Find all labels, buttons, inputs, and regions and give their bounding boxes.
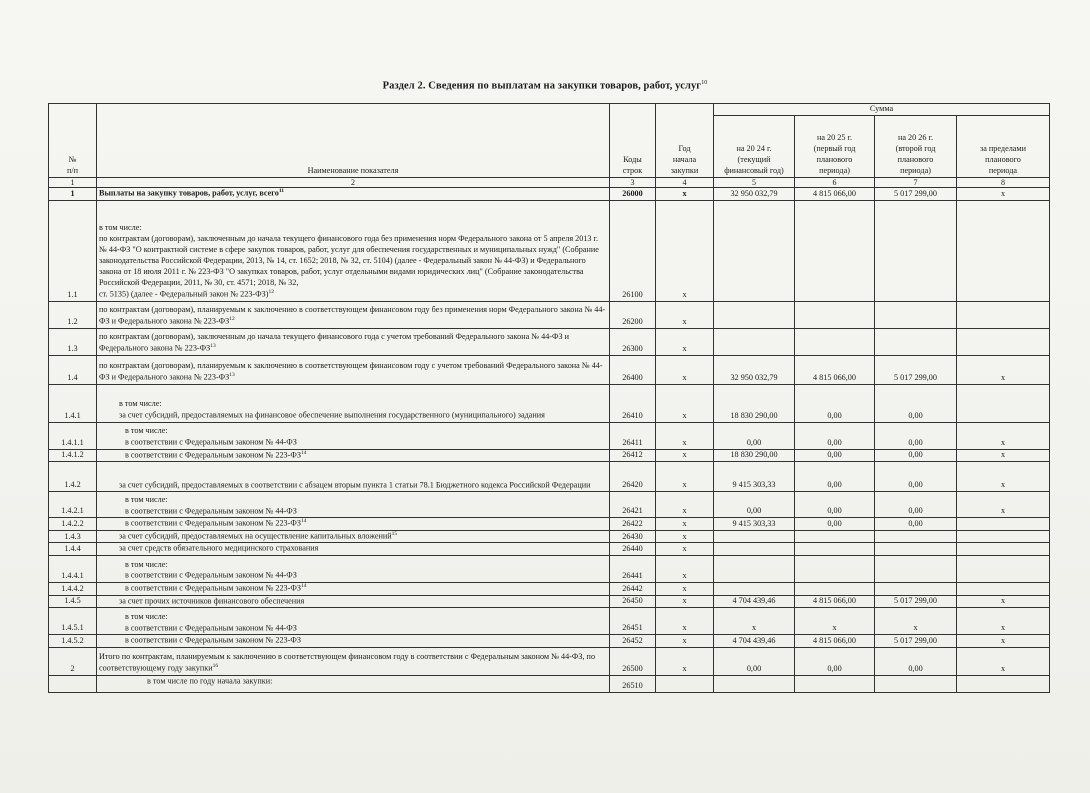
table-row: [49, 676, 1050, 693]
row-value-beyond: х: [957, 449, 1050, 462]
row-value-plan2: 5 017 299,00: [875, 355, 957, 384]
row-code: 26412: [610, 449, 656, 462]
row-number: 1.4: [49, 355, 97, 384]
table-row: [49, 422, 1050, 449]
row-value-current: [714, 556, 795, 583]
row-code: 26452: [610, 635, 656, 648]
row-year: х: [656, 449, 714, 462]
row-value-current: 0,00: [714, 492, 795, 518]
row-year: х: [656, 301, 714, 328]
row-value-current: [714, 530, 795, 543]
table-row: [49, 635, 1050, 648]
row-value-current: 9 415 303,33: [714, 518, 795, 531]
row-value-beyond: [957, 301, 1050, 328]
row-name: за счет прочих источников финансового обеспечения: [97, 595, 610, 608]
row-name: в том числе по году начала закупки:: [97, 676, 610, 693]
row-value-plan2: [875, 301, 957, 328]
row-value-plan2: 0,00: [875, 422, 957, 449]
row-value-plan1: 4 815 066,00: [795, 187, 875, 200]
row-code: 26500: [610, 648, 656, 676]
table-row: [49, 384, 1050, 422]
footnote-ref: 12: [268, 288, 274, 295]
row-value-beyond: [957, 200, 1050, 301]
row-name: за счет субсидий, предоставляемых на осуществление капитальных вложений$^{15}$: [97, 530, 610, 543]
column-number: 3: [610, 177, 656, 187]
row-code: 26440: [610, 543, 656, 556]
row-value-plan2: 0,00: [875, 648, 957, 676]
row-number: 1.4.1.2: [49, 449, 97, 462]
payments-table: [48, 103, 1050, 693]
row-number: 1.2: [49, 301, 97, 328]
table-row: [49, 355, 1050, 384]
footnote-ref: 14: [300, 518, 307, 525]
row-code: 26421: [610, 492, 656, 518]
row-value-plan2: 0,00: [875, 518, 957, 531]
row-value-plan1: 0,00: [795, 384, 875, 422]
row-number: 1.4.2.1: [49, 492, 97, 518]
row-value-plan2: 0,00: [875, 492, 957, 518]
row-value-plan2: х: [875, 608, 957, 635]
row-value-beyond: [957, 583, 1050, 596]
row-value-current: [714, 301, 795, 328]
header-second-plan-year: на 20 26 г. (второй год планового периода): [875, 115, 957, 177]
row-code: 26422: [610, 518, 656, 531]
row-value-beyond: [957, 676, 1050, 693]
row-number: 1.4.2: [49, 462, 97, 492]
row-value-plan1: 0,00: [795, 449, 875, 462]
row-year: х: [656, 462, 714, 492]
table-row: [49, 187, 1050, 200]
row-code: 26410: [610, 384, 656, 422]
row-code: 26430: [610, 530, 656, 543]
column-number: 4: [656, 177, 714, 187]
row-number: 1.4.2.2: [49, 518, 97, 531]
row-number: 1.4.5.2: [49, 635, 97, 648]
column-number: 6: [795, 177, 875, 187]
row-number: 1.3: [49, 328, 97, 355]
table-row: [49, 518, 1050, 531]
row-value-plan1: 4 815 066,00: [795, 355, 875, 384]
footnote-ref: 11: [278, 187, 285, 194]
row-value-beyond: [957, 328, 1050, 355]
row-value-plan1: [795, 200, 875, 301]
row-year: х: [656, 595, 714, 608]
row-code: 26411: [610, 422, 656, 449]
row-code: 26441: [610, 556, 656, 583]
row-value-current: [714, 543, 795, 556]
table-row: [49, 301, 1050, 328]
row-name: по контрактам (договорам), заключенным до начала текущего финансового года с учетом требований Федерального закона № 44-ФЗ и Федерального закона № 223-ФЗ$^{13}$: [97, 328, 610, 355]
row-value-plan1: [795, 676, 875, 693]
row-value-plan2: [875, 328, 957, 355]
row-number: 1.4.3: [49, 530, 97, 543]
header-current-year: на 20 24 г. (текущий финансовый год): [714, 115, 795, 177]
header-beyond-plan: за пределами планового периода: [957, 115, 1050, 177]
row-year: х: [656, 543, 714, 556]
row-name: за счет субсидий, предоставляемых в соответствии с абзацем вторым пункта 1 статьи 78.1 Бюджетного кодекса Российской Федерации: [97, 462, 610, 492]
header-no: № п/п: [49, 104, 97, 178]
row-value-current: [714, 328, 795, 355]
row-value-current: 0,00: [714, 422, 795, 449]
column-number: 7: [875, 177, 957, 187]
header-code: Коды строк: [610, 104, 656, 178]
table-row: [49, 449, 1050, 462]
row-year: х: [656, 530, 714, 543]
row-value-plan1: [795, 556, 875, 583]
row-value-beyond: х: [957, 492, 1050, 518]
row-name: в том числе: за счет субсидий, предоставляемых на финансовое обеспечение выполнения государственного (муниципального) задания: [97, 384, 610, 422]
row-year: х: [656, 635, 714, 648]
footnote-ref: 15: [391, 530, 398, 537]
row-number: 1.4.4.2: [49, 583, 97, 596]
table-row: [49, 583, 1050, 596]
table-row: [49, 595, 1050, 608]
row-value-current: х: [714, 608, 795, 635]
table-row: [49, 200, 1050, 301]
row-value-plan1: [795, 530, 875, 543]
column-number: 8: [957, 177, 1050, 187]
row-value-beyond: [957, 384, 1050, 422]
row-value-plan1: 0,00: [795, 492, 875, 518]
row-name: в том числе: в соответствии с Федеральным законом № 44-ФЗ: [97, 492, 610, 518]
row-value-plan2: [875, 200, 957, 301]
row-value-plan1: [795, 543, 875, 556]
column-number: 1: [49, 177, 97, 187]
row-value-plan2: [875, 530, 957, 543]
table-row: [49, 530, 1050, 543]
header-sum: Сумма: [714, 104, 1050, 116]
row-code: 26300: [610, 328, 656, 355]
row-name: в том числе: по контрактам (договорам), заключенным до начала текущего финансового года без применения норм Федерального закона от 5 апреля 2013 г. № 44-ФЗ "О контрактной системе в сфере закупок товаров, работ, услуг для обеспечения государственных и муниципальных нужд" (Собрание законодательства Российской Федерации, 2013, № 14, ст. 1652; 2018, № 32, ст. 5104) (далее - Федеральный закон № 44-ФЗ) и Федерального закона от 18 июля 2011 г. № 223-ФЗ "О закупках товаров, работ, услуг отдельными видами юридических лиц" (Собрание законодательства Российской Федерации, 2011, № 30, ст. 4571; 2018, № 32, ст. 5135) (далее - Федеральный закон № 223-ФЗ)$^{12}$: [97, 200, 610, 301]
row-number: 1.4.5: [49, 595, 97, 608]
row-value-beyond: х: [957, 648, 1050, 676]
row-value-plan2: 0,00: [875, 384, 957, 422]
row-value-plan1: [795, 583, 875, 596]
table-row: [49, 608, 1050, 635]
row-year: х: [656, 583, 714, 596]
footnote-ref: 14: [300, 449, 307, 456]
column-number: 2: [97, 177, 610, 187]
row-value-plan2: 5 017 299,00: [875, 187, 957, 200]
row-value-current: [714, 676, 795, 693]
row-number: 1: [49, 187, 97, 200]
row-number: 1.4.4: [49, 543, 97, 556]
row-value-current: 32 950 032,79: [714, 355, 795, 384]
footnote-ref: 14: [300, 583, 307, 590]
row-code: 26200: [610, 301, 656, 328]
header-name: Наименование показателя: [97, 104, 610, 178]
table-header: [49, 104, 1050, 178]
row-number: 1.4.1.1: [49, 422, 97, 449]
row-value-beyond: х: [957, 187, 1050, 200]
row-value-plan1: 0,00: [795, 422, 875, 449]
row-name: Итого по контрактам, планируемым к заключению в соответствующем финансовом году в соответствии с Федеральным законом № 44-ФЗ, по соответствующему году закупки$^{16}$: [97, 648, 610, 676]
table-row: [49, 648, 1050, 676]
table-body: [49, 187, 1050, 692]
row-year: х: [656, 355, 714, 384]
row-value-plan2: 5 017 299,00: [875, 635, 957, 648]
row-name: в соответствии с Федеральным законом № 223-ФЗ$^{14}$: [97, 518, 610, 531]
row-year: х: [656, 492, 714, 518]
table-row: [49, 462, 1050, 492]
row-value-plan1: 4 815 066,00: [795, 595, 875, 608]
row-code: 26400: [610, 355, 656, 384]
row-value-current: [714, 200, 795, 301]
row-year: х: [656, 556, 714, 583]
row-value-current: 4 704 439,46: [714, 635, 795, 648]
row-value-current: 4 704 439,46: [714, 595, 795, 608]
row-value-plan1: 0,00: [795, 648, 875, 676]
row-code: 26420: [610, 462, 656, 492]
row-year: х: [656, 200, 714, 301]
row-value-plan1: [795, 328, 875, 355]
row-name: в соответствии с Федеральным законом № 223-ФЗ$^{14}$: [97, 583, 610, 596]
row-number: 1.4.1: [49, 384, 97, 422]
footnote-ref: 16: [212, 663, 219, 670]
row-value-plan1: 0,00: [795, 462, 875, 492]
title-footnote: 10: [701, 80, 708, 86]
row-value-beyond: [957, 518, 1050, 531]
row-year: х: [656, 648, 714, 676]
row-number: 1.1: [49, 200, 97, 301]
row-number: 2: [49, 648, 97, 676]
row-value-beyond: [957, 543, 1050, 556]
table-row: [49, 492, 1050, 518]
table-row: [49, 556, 1050, 583]
row-code: 26450: [610, 595, 656, 608]
row-value-plan2: [875, 543, 957, 556]
row-name: за счет средств обязательного медицинского страхования: [97, 543, 610, 556]
row-year: х: [656, 422, 714, 449]
header-year: Год начала закупки: [656, 104, 714, 178]
row-value-plan1: [795, 301, 875, 328]
row-name: в том числе: в соответствии с Федеральным законом № 44-ФЗ: [97, 422, 610, 449]
row-value-plan1: 4 815 066,00: [795, 635, 875, 648]
row-value-plan2: [875, 583, 957, 596]
column-number: 5: [714, 177, 795, 187]
row-name: в соответствии с Федеральным законом № 223-ФЗ$^{14}$: [97, 449, 610, 462]
row-code: 26100: [610, 200, 656, 301]
row-code: 26442: [610, 583, 656, 596]
row-value-plan2: 0,00: [875, 462, 957, 492]
row-value-current: 32 950 032,79: [714, 187, 795, 200]
row-value-beyond: х: [957, 355, 1050, 384]
row-value-plan2: [875, 676, 957, 693]
header-first-plan-year: на 20 25 г. (первый год планового периода): [795, 115, 875, 177]
row-value-current: 9 415 303,33: [714, 462, 795, 492]
row-name: по контрактам (договорам), планируемым к заключению в соответствующем финансовом году без применения норм Федерального закона № 44-ФЗ и Федерального закона № 223-ФЗ$^{12}$: [97, 301, 610, 328]
section-title: Раздел 2. Сведения по выплатам на закупки товаров, работ, услуг$^{10}$: [382, 80, 708, 92]
row-name: по контрактам (договорам), планируемым к заключению в соответствующем финансовом году с учетом требований Федерального закона № 44-ФЗ и Федерального закона № 223-ФЗ$^{13}$: [97, 355, 610, 384]
footnote-ref: 12: [229, 315, 235, 322]
row-value-beyond: х: [957, 462, 1050, 492]
row-name: в том числе: в соответствии с Федеральным законом № 44-ФЗ: [97, 556, 610, 583]
row-number: 1.4.4.1: [49, 556, 97, 583]
row-value-plan1: х: [795, 608, 875, 635]
row-value-plan2: [875, 556, 957, 583]
row-value-plan2: 0,00: [875, 449, 957, 462]
row-year: х: [656, 608, 714, 635]
row-year: [656, 676, 714, 693]
footnote-ref: 13: [210, 342, 216, 349]
row-year: х: [656, 187, 714, 200]
row-name: Выплаты на закупку товаров, работ, услуг, всего$^{11}$: [97, 187, 610, 200]
row-value-beyond: [957, 530, 1050, 543]
row-code: 26451: [610, 608, 656, 635]
table-row: [49, 543, 1050, 556]
row-value-plan1: 0,00: [795, 518, 875, 531]
row-value-plan2: 5 017 299,00: [875, 595, 957, 608]
row-value-beyond: х: [957, 422, 1050, 449]
row-name: в том числе: в соответствии с Федеральным законом № 44-ФЗ: [97, 608, 610, 635]
row-year: х: [656, 328, 714, 355]
row-name: в соответствии с Федеральным законом № 223-ФЗ: [97, 635, 610, 648]
row-value-beyond: х: [957, 595, 1050, 608]
row-value-current: 18 830 290,00: [714, 449, 795, 462]
row-year: х: [656, 518, 714, 531]
row-value-current: 0,00: [714, 648, 795, 676]
row-number: 1.4.5.1: [49, 608, 97, 635]
row-number: [49, 676, 97, 693]
row-code: 26000: [610, 187, 656, 200]
row-code: 26510: [610, 676, 656, 693]
footnote-ref: 13: [229, 371, 235, 378]
row-value-beyond: х: [957, 635, 1050, 648]
row-value-beyond: [957, 556, 1050, 583]
table-row: [49, 328, 1050, 355]
row-value-current: 18 830 290,00: [714, 384, 795, 422]
row-year: х: [656, 384, 714, 422]
column-numbers: [49, 177, 1050, 187]
row-value-current: [714, 583, 795, 596]
row-value-beyond: х: [957, 608, 1050, 635]
